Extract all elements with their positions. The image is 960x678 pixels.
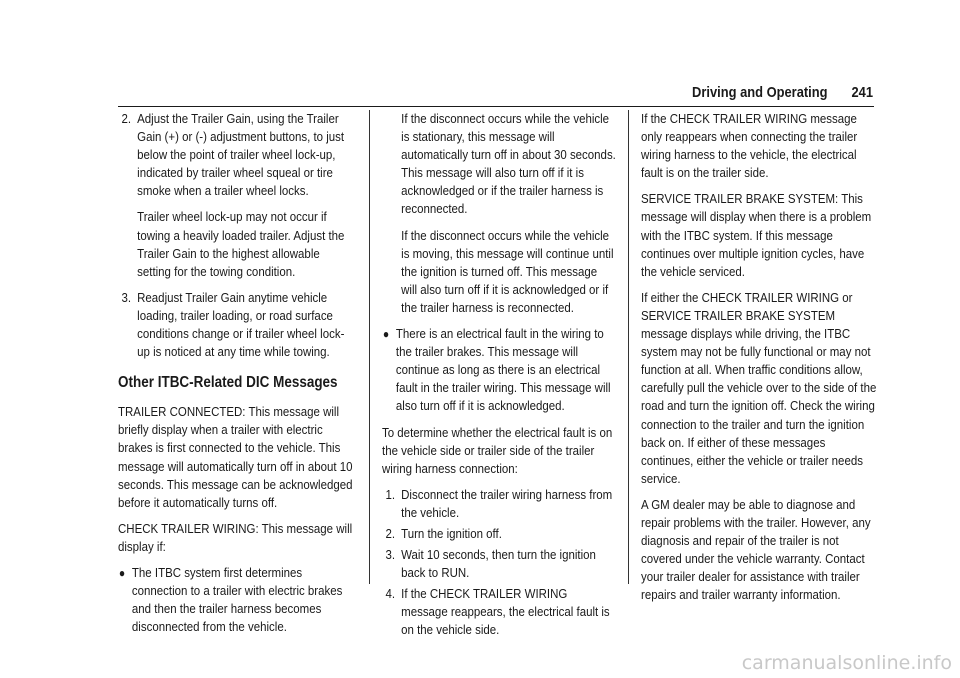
page-header (0, 84, 960, 104)
step-text: Disconnect the trailer wiring harness from the vehicle. (401, 486, 613, 520)
bullet-continuation: If the disconnect occurs while the vehicle is moving, this message will continue until the ignition is turned off. This message will also turn off if it is acknowledged or if the trailer harness is reconnected. (401, 227, 614, 315)
bullet-item (118, 564, 356, 636)
paragraph-trailer-side: If the CHECK TRAILER WIRING message only reappears when connecting the trailer wiring harness to the vehicle, the electrical fault is on the trailer side. (641, 111, 858, 181)
column-divider-1 (369, 110, 370, 584)
step-text: Readjust Trailer Gain anytime vehicle loading, trailer loading, or road surface conditions change or if trailer wheel lock-up is noticed at any time while towing. (137, 289, 345, 360)
step-number: 3. (121, 289, 132, 305)
column-3 (641, 110, 877, 612)
step-number: 4. (385, 586, 396, 602)
bullet-icon: ● (118, 565, 126, 580)
column-divider-2 (628, 110, 629, 584)
step-2 (382, 525, 616, 543)
step-text: Adjust the Trailer Gain, using the Trailer Gain (+) or (-) adjustment buttons, to just below the point of trailer wheel lock-up, indicated by trailer wheel squeal or tire smoke when a trailer wheel locks. (137, 111, 345, 199)
section-title: Driving and Operating (692, 84, 828, 101)
bullet-item (382, 325, 616, 415)
column-1 (118, 110, 356, 644)
step-3 (382, 546, 616, 582)
step-text: Wait 10 seconds, then turn the ignition back to RUN. (401, 547, 596, 581)
step-number: 2. (385, 525, 396, 541)
paragraph-while-driving: If either the CHECK TRAILER WIRING or SERVICE TRAILER BRAKE SYSTEM message displays while driving, the ITBC system may not be fully functional or may not function at all. When traffic conditions allow, carefully pull the vehicle over to the side of the road and turn the ignition off. Check the wiring connection to the trailer and turn the ignition back on. If either of these messages continues, either the vehicle or trailer needs service. (641, 289, 877, 486)
paragraph-service-trailer-brake: SERVICE TRAILER BRAKE SYSTEM: This message will display when there is a problem with the ITBC system. If this message continues over multiple ignition cycles, have the vehicle serviced. (641, 191, 872, 279)
bullet-continuation: If the disconnect occurs while the vehicle is stationary, this message will automatically turn off in about 30 seconds. This message will also turn off if it is acknowledged or if the trailer harness is reconnected. (401, 111, 616, 217)
paragraph-determine: To determine whether the electrical fault is on the vehicle side or trailer side of the trailer wiring harness connection: (382, 424, 613, 476)
step-text: If the CHECK TRAILER WIRING message reappears, the electrical fault is on the vehicle side. (401, 586, 610, 638)
step-3 (118, 289, 356, 361)
section-heading: Other ITBC-Related DIC Messages (118, 374, 338, 392)
bullet-icon: ● (382, 327, 390, 342)
paragraph-gm-dealer: A GM dealer may be able to diagnose and repair problems with the trailer. However, any diagnosis and repair of the trailer is not covered under the vehicle warranty. Contact your trailer dealer for assistance with trailer repairs and trailer warranty information. (641, 496, 871, 603)
watermark: carmanualsonline.info (741, 652, 952, 674)
step-number: 2. (121, 111, 132, 126)
bullet-text: There is an electrical fault in the wiring to the trailer brakes. This message will continue as long as there is an electrical fault in the trailer wiring. This message will also turn off if it is acknowledged. (395, 326, 611, 414)
step-2 (118, 110, 356, 200)
step-number: 1. (385, 486, 396, 502)
column-2 (382, 110, 616, 643)
paragraph-check-trailer-wiring: CHECK TRAILER WIRING: This message will display if: (118, 520, 353, 554)
paragraph-trailer-connected: TRAILER CONNECTED: This message will briefly display when a trailer with electric brakes is first connected to the vehicle. This message will automatically turn off in about 10 seconds. This message can be acknowledged before it automatically turns off. (118, 404, 353, 510)
step-4 (382, 585, 616, 639)
step-number: 3. (385, 547, 396, 563)
bullet-text: The ITBC system first determines connection to a trailer with electric brakes and then the trailer harness becomes disconnected from the vehicle. (131, 564, 343, 635)
page-number: 241 (851, 84, 873, 101)
step-1 (382, 486, 616, 522)
header-rule (118, 106, 874, 107)
step-2-note: Trailer wheel lock-up may not occur if towing a heavily loaded trailer. Adjust the Trailer Gain to the highest allowable setting for the towing condition. (137, 209, 345, 279)
step-text: Turn the ignition off. (401, 525, 502, 541)
